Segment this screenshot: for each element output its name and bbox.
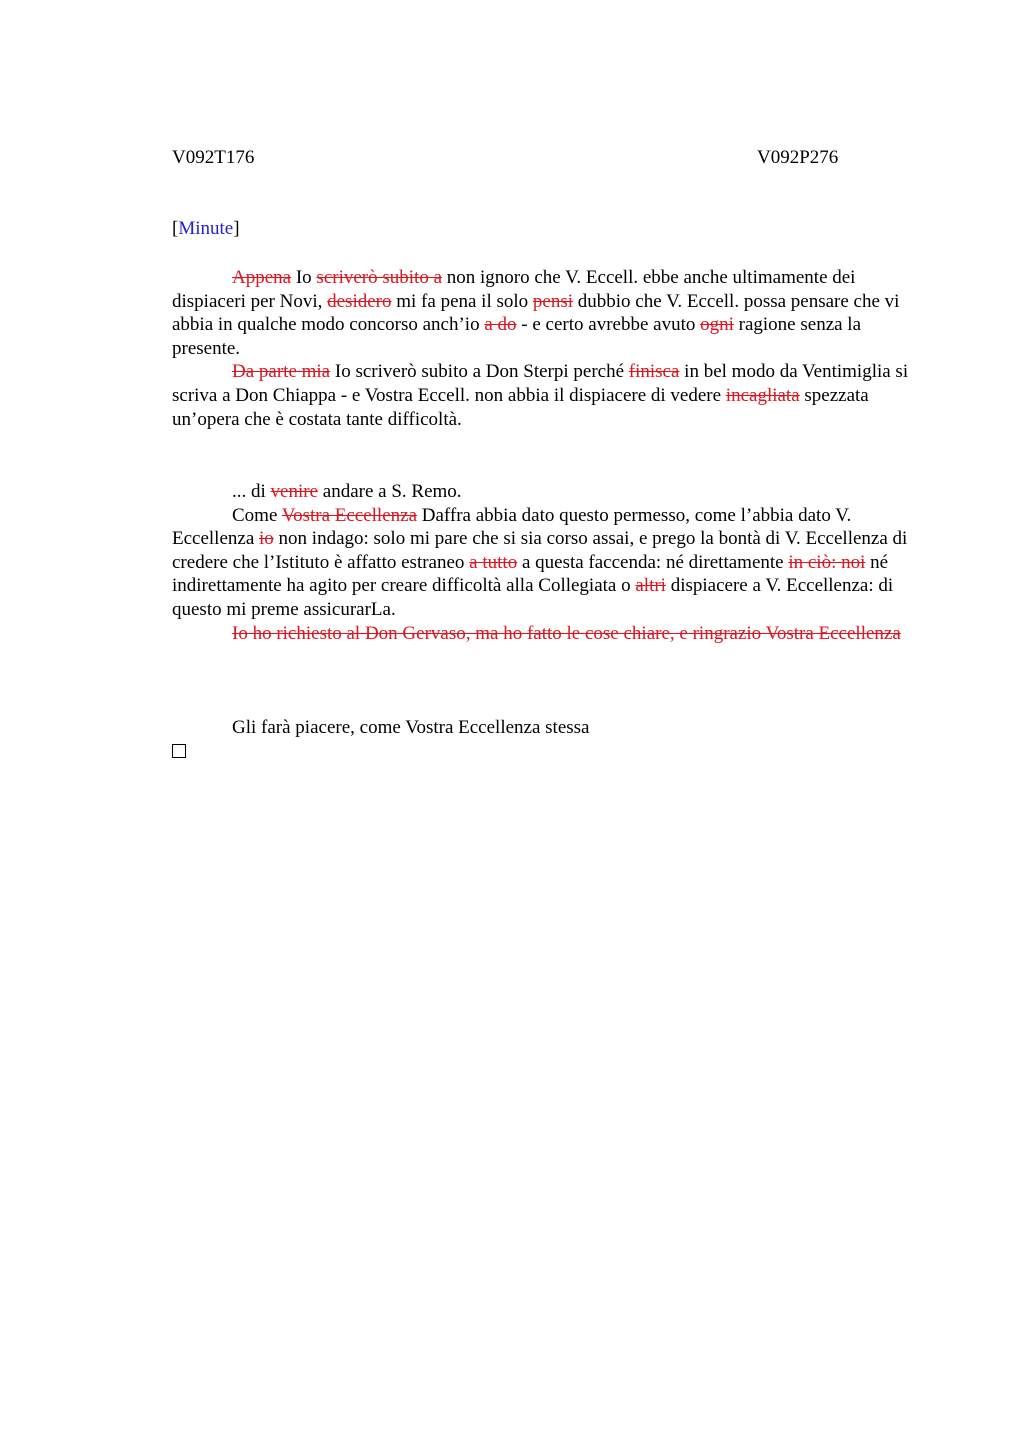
document-code-right: V092P276 [757, 147, 839, 168]
deleted-text: incagliata [725, 384, 800, 406]
deleted-text: Io ho richiesto al Don Gervaso, ma ho fatto le cose chiare, e ringrazio Vostra Eccellenza [232, 622, 901, 644]
deleted-text: Da parte mia [232, 361, 331, 383]
text-run: non ignoro che V. Eccell. ebbe anche ultimamente dei dispiaceri per Novi, [172, 267, 856, 312]
text-run: - e certo avrebbe avuto [516, 314, 701, 336]
document-code-left: V092T176 [172, 147, 255, 168]
text-run: Io [291, 267, 317, 288]
paragraph [172, 266, 916, 360]
text-run: a questa faccenda: né direttamente [517, 551, 789, 573]
text-run: non indago: solo mi pare che si sia corso assai, e prego la bontà di V. Eccellenza di credere che l’Istituto è affatto estraneo [172, 528, 908, 573]
text-run: Io scriverò subito a Don Sterpi perché [330, 361, 629, 383]
paragraph [172, 622, 916, 646]
text-run: in bel modo da Ventimiglia si scriva a Don Chiappa - e Vostra Eccell. non abbia il dispiacere di vedere [172, 361, 909, 406]
paragraph [172, 504, 916, 622]
deleted-text: venire [270, 481, 319, 502]
section-label [172, 217, 240, 241]
deleted-text: Appena [232, 267, 292, 288]
document-header [172, 146, 916, 170]
text-block-1 [172, 266, 916, 431]
deleted-text: pensi [532, 290, 574, 312]
paragraph [172, 716, 916, 740]
deleted-text: desidero [327, 290, 392, 312]
text-run: spezzata un’opera che è costata tante difficoltà. [172, 384, 869, 430]
text-run: ... di [232, 481, 271, 502]
text-run: ragione senza la presente. [172, 314, 862, 359]
text-block-2 [172, 480, 916, 645]
deleted-text: io [259, 528, 274, 550]
paragraph [172, 480, 916, 504]
deleted-text: a tutto [469, 551, 518, 573]
text-run: Come [232, 504, 282, 526]
text-run: Daffra abbia dato questo permesso, come l’abbia dato V. Eccellenza [172, 504, 852, 550]
deleted-text: scriverò subito a [316, 267, 442, 288]
deleted-text: finisca [628, 361, 680, 383]
text-run: andare a S. Remo. [318, 481, 462, 502]
deleted-text: altri [635, 575, 666, 597]
text-block-3 [172, 716, 916, 740]
section-close-bracket: ] [233, 218, 240, 239]
section-label-text: Minute [178, 218, 234, 239]
deleted-text: in ciò: noi [788, 551, 866, 573]
paragraph [172, 360, 916, 431]
text-run: dubbio che V. Eccell. possa pensare che vi abbia in qualche modo concorso anch’io [172, 290, 900, 336]
text-run: Gli farà piacere, come Vostra Eccellenza stessa [232, 717, 590, 738]
section-open-bracket: [ [172, 218, 179, 239]
deleted-text: Vostra Eccellenza [281, 504, 418, 526]
deleted-text: ogni [700, 314, 734, 336]
text-run: mi fa pena il solo [391, 290, 533, 312]
deleted-text: a do [484, 314, 517, 336]
text-run: né indirettamente ha agito per creare difficoltà alla Collegiata o [172, 551, 889, 597]
text-run: dispiacere a V. Eccellenza: di questo mi preme assicurarLa. [172, 575, 894, 620]
checkbox-square-icon [172, 744, 186, 758]
